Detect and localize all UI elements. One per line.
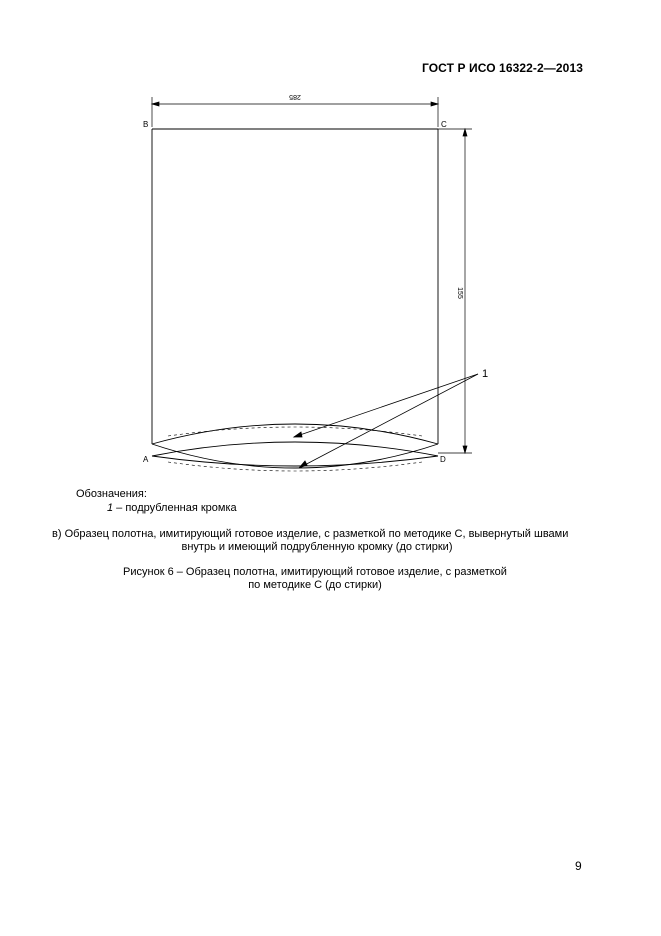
subfigure-caption	[52, 528, 592, 554]
corner-label-c: C	[441, 120, 447, 129]
corner-label-d: D	[440, 455, 446, 464]
hemmed-edge	[152, 424, 438, 471]
dim-height-label: 155	[456, 287, 463, 299]
legend-item	[107, 502, 237, 514]
page-number: 9	[575, 859, 582, 873]
corner-label-a: A	[143, 455, 149, 464]
document-header: ГОСТ Р ИСО 16322-2—2013	[421, 61, 583, 75]
figure-caption-line1: Рисунок 6 – Образец полотна, имитирующий готовое изделие, с разметкой	[123, 566, 507, 578]
subfigure-caption-line2: внутрь и имеющий подрубленную кромку (до стирки)	[181, 541, 453, 553]
legend-item-number: 1	[107, 502, 114, 514]
height-dimension	[438, 129, 472, 453]
corner-label-b: B	[143, 120, 149, 129]
figure-caption	[100, 566, 530, 592]
legend-title: Обозначения:	[76, 488, 147, 500]
dim-width-label: 285	[289, 93, 301, 100]
legend-item-text: – подрубленная кромка	[113, 502, 237, 514]
callout-label: 1	[482, 368, 489, 380]
subfigure-caption-line1: в) Образец полотна, имитирующий готовое изделие, с разметкой по методике С, вывернутый швами	[52, 528, 569, 540]
sample-outline	[152, 129, 438, 444]
width-dimension	[152, 97, 438, 127]
callout-leaders	[294, 374, 478, 468]
figure-caption-line2: по методике С (до стирки)	[248, 579, 382, 591]
